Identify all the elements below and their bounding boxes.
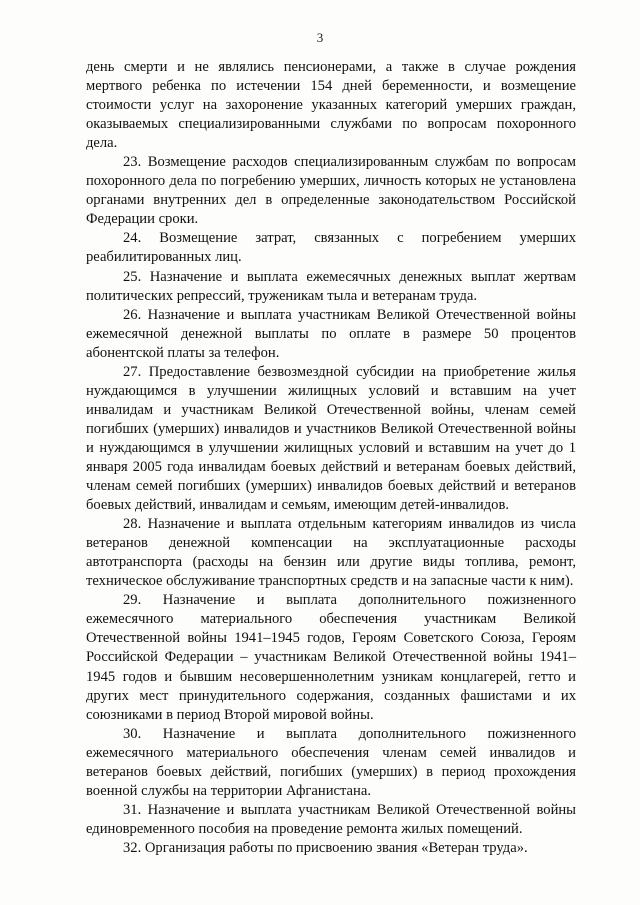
list-item-31: 31. Назначение и выплата участникам Великой Отечественной войны единовременного пособия на проведение ремонта жилых помещений. bbox=[86, 801, 576, 837]
list-item-32: 32. Организация работы по присвоению звания «Ветеран труда». bbox=[123, 839, 528, 856]
list-item-24: 24. Возмещение затрат, связанных с погребением умерших реабилитированных лиц. bbox=[86, 230, 576, 266]
list-item-26: 26. Назначение и выплата участникам Великой Отечественной войны ежемесячной денежной выплаты по оплате в размере 50 процентов абонентской платы за телефон. bbox=[86, 306, 576, 361]
list-item-25: 25. Назначение и выплата ежемесячных денежных выплат жертвам политических репрессий, труженикам тыла и ветеранам труда. bbox=[86, 268, 576, 304]
list-item-30: 30. Назначение и выплата дополнительного пожизненного ежемесячного материального обеспечения членам семей инвалидов и ветеранов боевых действий, погибших (умерших) в период прохождения военной службы на территории Афганистана. bbox=[86, 725, 576, 799]
list-item-29: 29. Назначение и выплата дополнительного пожизненного ежемесячного материального обеспечения участникам Великой Отечественной войны 1941–1945 годов, Героям Советского Союза, Героям Российской Федерации – участникам Великой Отечественной войны 1941–1945 годов и бывшим несовершеннолетним узникам концлагерей, гетто и других мест принудительного содержания, созданных фашистами и их союзниками в период Второй мировой войны. bbox=[86, 592, 576, 723]
document-body bbox=[86, 58, 576, 858]
list-item-23: 23. Возмещение расходов специализированным службам по вопросам похоронного дела по погребению умерших, личность которых не установлена органами внутренних дел в определенные законодательством Российской Федерации сроки. bbox=[86, 154, 576, 228]
list-item-28: 28. Назначение и выплата отдельным категориям инвалидов из числа ветеранов денежной компенсации на эксплуатационные расходы автотранспорта (расходы на бензин или другие виды топлива, ремонт, техническое обслуживание транспортных средств и на запасные части к ним). bbox=[86, 516, 576, 590]
page-number: 3 bbox=[316, 30, 324, 45]
continuation-paragraph: день смерти и не являлись пенсионерами, а также в случае рождения мертвого ребенка по истечении 154 дней беременности, и возмещение стоимости услуг на захоронение указанных категорий умерших граждан, оказываемых специализированными службами по вопросам похоронного дела. bbox=[86, 59, 576, 152]
list-item-27: 27. Предоставление безвозмездной субсидии на приобретение жилья нуждающимся в улучшении жилищных условий и вставшим на учет инвалидам и участникам Великой Отечественной войны, членам семей погибших (умерших) инвалидов и участников Великой Отечественной войны и нуждающимся в улучшении жилищных условий и вставшим на учет до 1 января 2005 года инвалидам боевых действий и ветеранам боевых действий, членам семей погибших (умерших) инвалидов боевых действий и ветеранов боевых действий, инвалидам и семьям, имеющим детей-инвалидов. bbox=[86, 363, 576, 514]
